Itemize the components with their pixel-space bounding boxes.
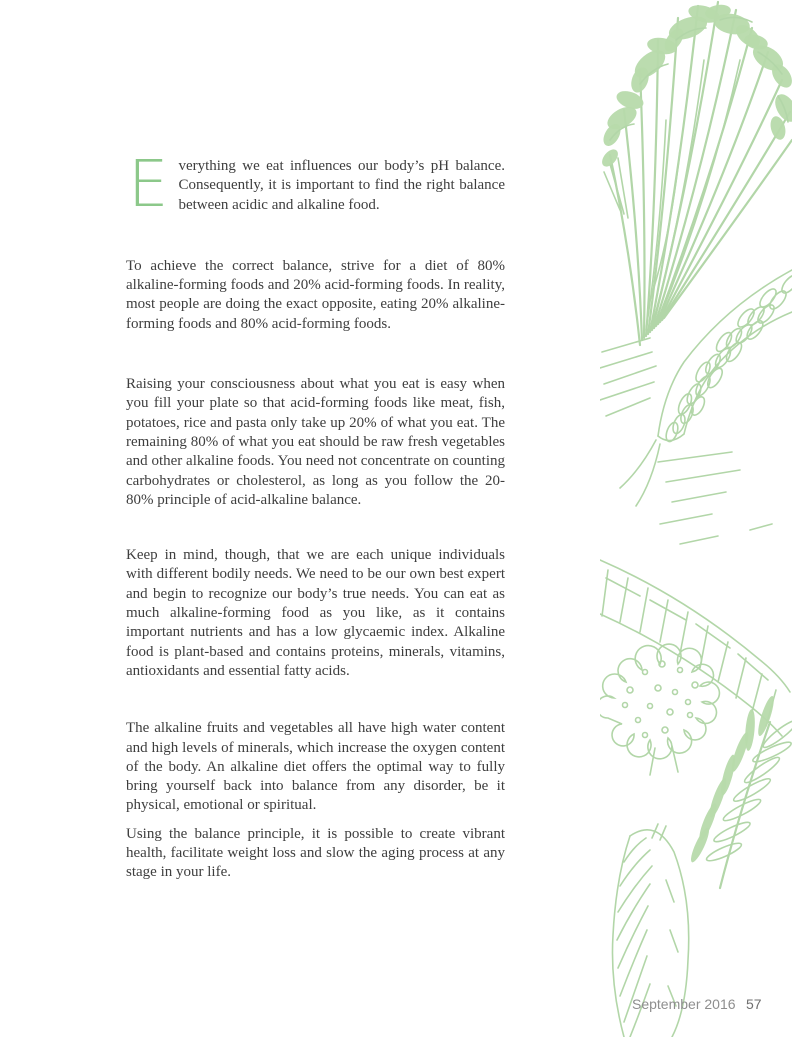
celery-illustration [600,2,792,345]
intro-paragraph-text: verything we eat influences our body’s pH balance. Consequently, it is important to find the right balance between acidic and alkaline food. [178,158,505,213]
page-footer [0,996,792,1016]
footer-page-number: 57 [746,996,762,1012]
husk-leaf-illustration [600,560,790,736]
article-body [126,148,505,883]
vegetable-illustration [600,0,792,1037]
body-paragraph: Using the balance principle, it is possible to create vibrant health, facilitate weight loss and slow the aging process at any stage in your life. [126,825,505,881]
body-paragraph: To achieve the correct balance, strive for a diet of 80% alkaline-forming foods and 20% acid-forming foods. In reality, most people are doing the exact opposite, eating 20% alkaline-forming foods and 80% acid-forming foods. [126,257,505,332]
body-paragraph: Raising your consciousness about what you eat is easy when you fill your plate so that acid-forming foods like meat, fish, potatoes, rice and pasta only take up 20% of what you eat. The remaining 80% of what you eat should be raw fresh vegetables and other alkaline foods. You need not concentrate on counting carbohydrates or cholesterol, as long as you follow the 20-80% principle of acid-alkaline balance. [126,376,505,508]
body-paragraph: Keep in mind, though, that we are each unique individuals with different bodily needs. We need to be our own best expert and begin to recognize our body’s true needs. You can eat as much alkaline-forming food as you like, as it contains important nutrients and has a low glycaemic index. Alkaline food is plant-based and contains proteins, minerals, vitamins, antioxidants and essential fatty acids. [126,547,505,679]
dropcap-letter: E [128,148,169,222]
intro-paragraph [126,148,505,222]
body-paragraph: The alkaline fruits and vegetables all have high water content and high levels of minerals, which increase the oxygen content of the body. An alkaline diet offers the optimal way to fully bring yourself back into balance from any disorder, be it physical, emotional or spiritual. [126,720,505,814]
footer-issue-date: September 2016 [632,996,736,1012]
broccoli-illustration [600,644,719,775]
corn-illustration [600,270,792,544]
